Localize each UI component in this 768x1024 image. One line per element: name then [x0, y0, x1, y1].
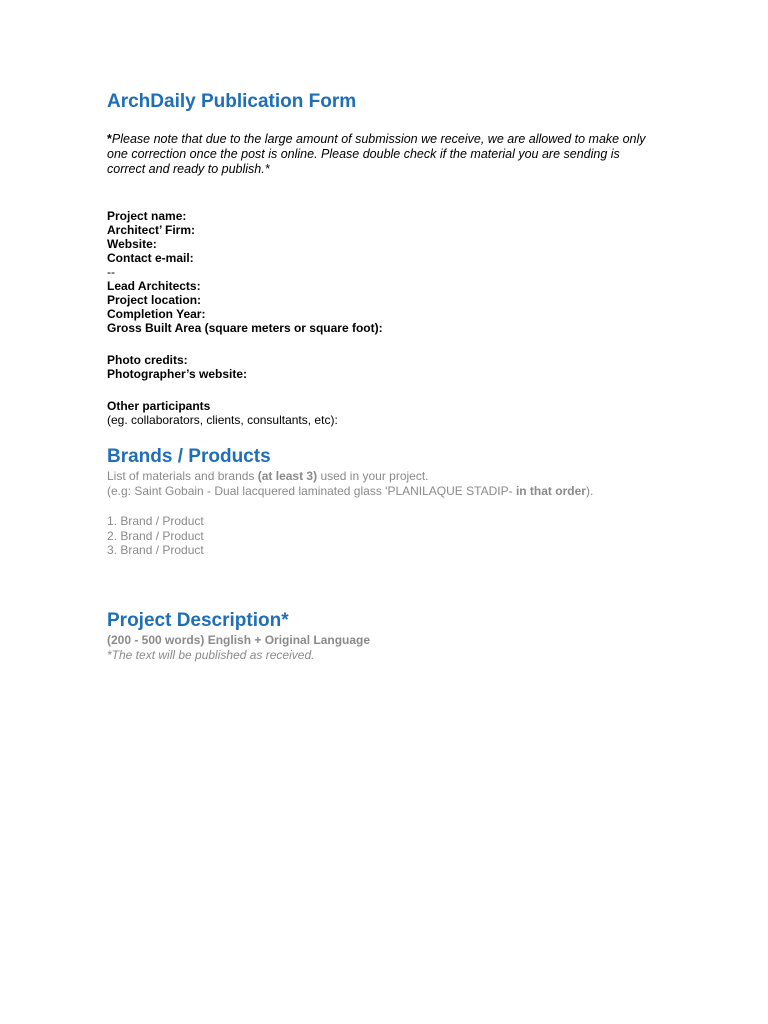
spacer [107, 381, 383, 399]
field-other-participants: Other participants [107, 399, 211, 413]
field-lead-architects: Lead Architects: [107, 279, 201, 293]
page-title: ArchDaily Publication Form [107, 91, 357, 112]
field-photo-credits: Photo credits: [107, 353, 188, 367]
description-info [107, 633, 370, 662]
submission-note [107, 132, 659, 177]
field-gross-built-area: Gross Built Area (square meters or square foot): [107, 321, 383, 335]
brands-intro-line [107, 469, 593, 484]
description-word-count: (200 - 500 words) English + Original Language [107, 633, 371, 647]
brands-example-line [107, 484, 593, 499]
brand-list [107, 514, 204, 558]
description-note: *The text will be published as received. [107, 647, 315, 662]
description-heading: Project Description* [107, 610, 289, 631]
field-photographer-website: Photographer’s website: [107, 367, 248, 381]
brands-example-bold: in that order [515, 483, 586, 498]
field-separator: -- [107, 265, 115, 279]
note-asterisk: * [107, 132, 112, 146]
field-completion-year: Completion Year: [107, 307, 206, 321]
field-architect-firm: Architect’ Firm: [107, 223, 196, 237]
field-other-participants-hint: (eg. collaborators, clients, consultants, etc): [107, 413, 338, 427]
field-project-name: Project name: [107, 209, 187, 223]
brands-example-text: ). [585, 483, 594, 498]
list-item: 3. Brand / Product [107, 543, 204, 558]
brands-example-text: (e.g: Saint Gobain - Dual lacquered laminated glass 'PLANILAQUE STADIP- [107, 483, 516, 498]
brands-intro-text: List of materials and brands [107, 469, 258, 483]
brands-heading: Brands / Products [107, 446, 271, 467]
note-text: Please note that due to the large amount of submission we receive, we are allowed to make only one correction once the post is online. Please double check if the material you are sending is correct and ready to publish.* [107, 132, 646, 176]
field-project-location: Project location: [107, 293, 202, 307]
brands-intro-text: used in your project. [317, 469, 429, 483]
brands-intro [107, 469, 593, 498]
project-fields [107, 209, 383, 427]
field-contact-email: Contact e-mail: [107, 251, 194, 265]
list-item: 1. Brand / Product [107, 514, 204, 528]
brands-intro-bold: (at least 3) [257, 469, 318, 483]
field-website: Website: [107, 237, 157, 251]
list-item: 2. Brand / Product [107, 528, 204, 543]
spacer [107, 335, 383, 353]
